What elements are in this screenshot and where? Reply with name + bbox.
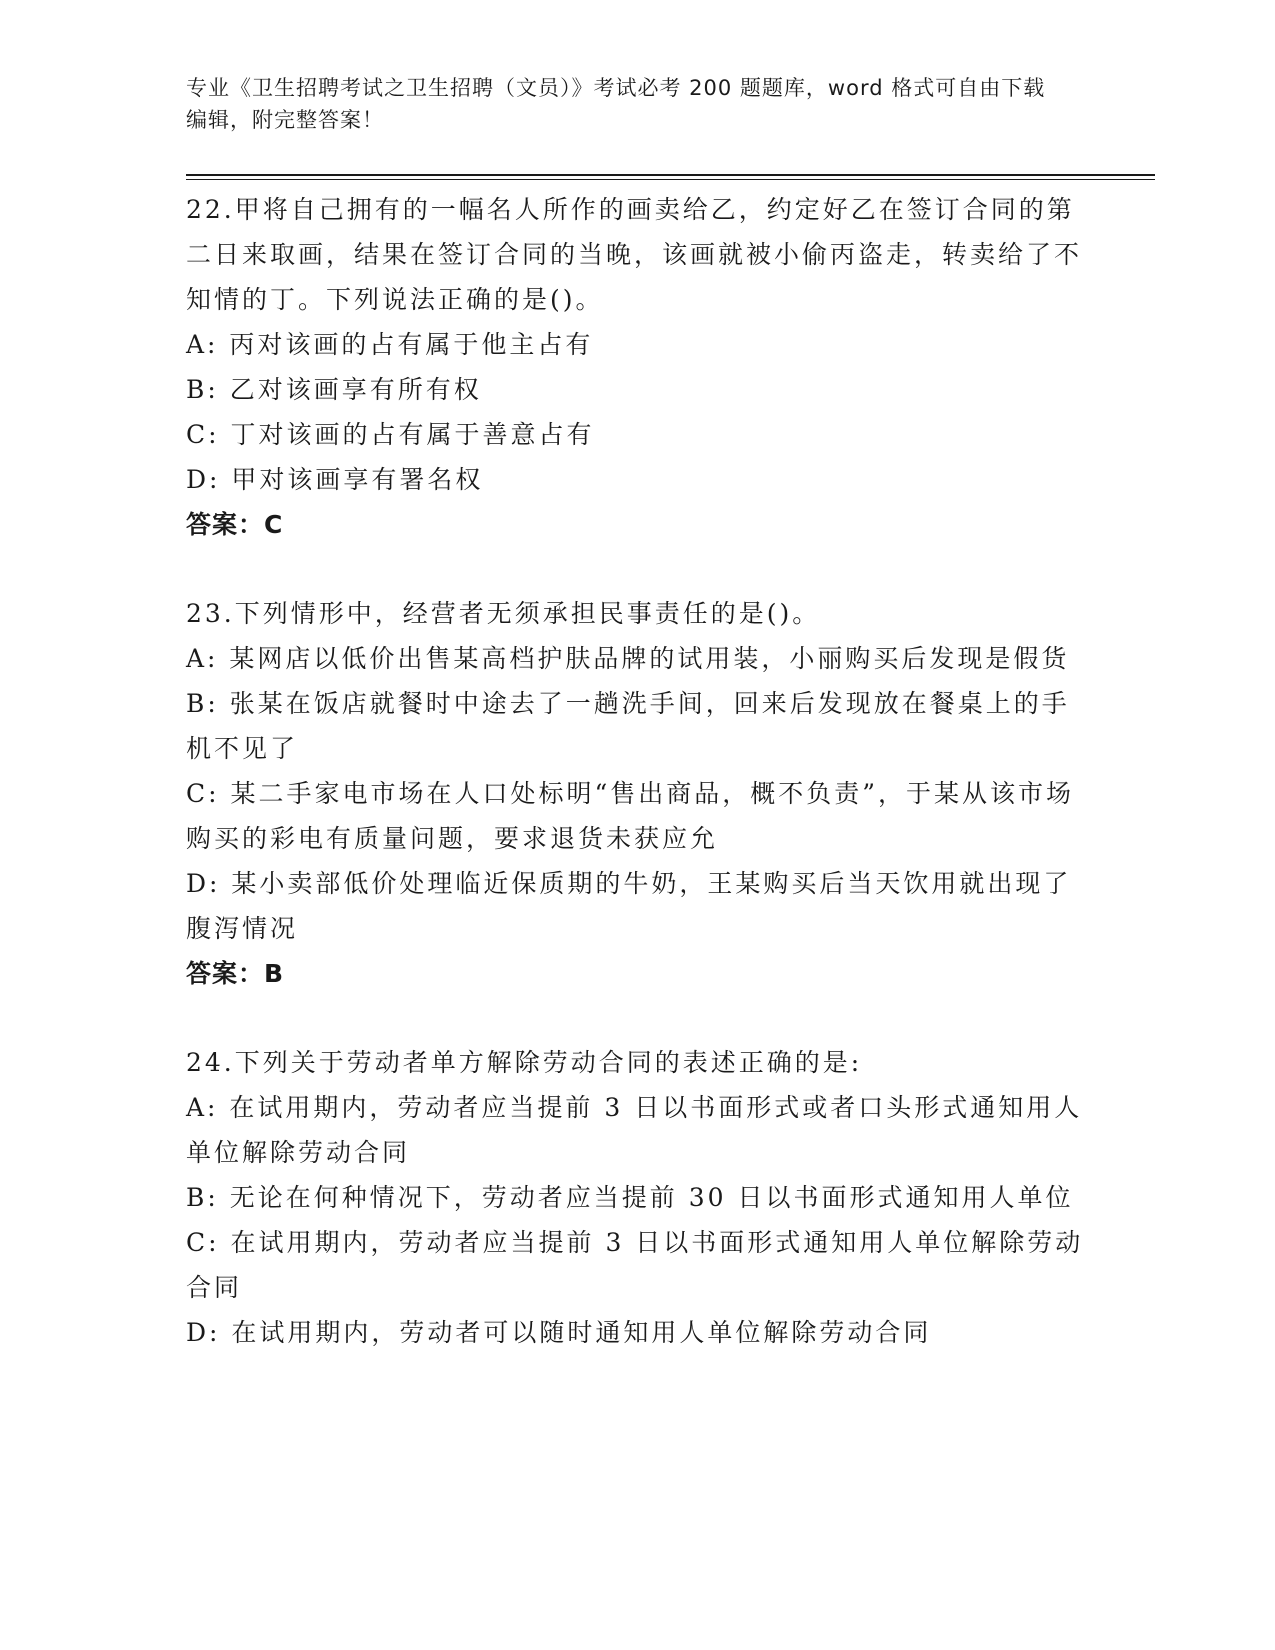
question-stem: 23.下列情形中，经营者无须承担民事责任的是()。 (186, 599, 821, 628)
question-22 (186, 187, 1086, 547)
question-stem: 24.下列关于劳动者单方解除劳动合同的表述正确的是: (186, 1048, 863, 1077)
option-b: B: 无论在何种情况下，劳动者应当提前 30 日以书面形式通知用人单位 (186, 1183, 1074, 1212)
option-c: C: 在试用期内，劳动者应当提前 3 日以书面形式通知用人单位解除劳动合同 (186, 1228, 1084, 1302)
option-c: C: 丁对该画的占有属于善意占有 (186, 420, 595, 449)
page-header: 专业《卫生招聘考试之卫生招聘（文员）》考试必考 200 题题库，word 格式可自由下载编辑，附完整答案！ (186, 76, 1046, 132)
option-b: B: 张某在饭店就餐时中途去了一趟洗手间，回来后发现放在餐桌上的手机不见了 (186, 689, 1070, 763)
option-d: D: 某小卖部低价处理临近保质期的牛奶，王某购买后当天饮用就出现了腹泻情况 (186, 869, 1072, 943)
option-d: D: 在试用期内，劳动者可以随时通知用人单位解除劳动合同 (186, 1318, 932, 1347)
answer-text: 答案：C (186, 510, 284, 539)
question-stem: 22.甲将自己拥有的一幅名人所作的画卖给乙，约定好乙在签订合同的第二日来取画，结果在签订合同的当晚，该画就被小偷丙盗走，转卖给了不知情的丁。下列说法正确的是()。 (186, 195, 1083, 314)
option-d: D: 甲对该画享有署名权 (186, 465, 484, 494)
option-a: A: 丙对该画的占有属于他主占有 (186, 330, 594, 359)
option-c: C: 某二手家电市场在人口处标明“售出商品，概不负责”，于某从该市场购买的彩电有质量问题，要求退货未获应允 (186, 779, 1075, 853)
header-divider (186, 174, 1155, 180)
option-b: B: 乙对该画享有所有权 (186, 375, 482, 404)
option-a: A: 某网店以低价出售某高档护肤品牌的试用装，小丽购买后发现是假货 (186, 644, 1070, 673)
option-a: A: 在试用期内，劳动者应当提前 3 日以书面形式或者口头形式通知用人单位解除劳动合同 (186, 1093, 1083, 1167)
question-23 (186, 591, 1086, 996)
question-24 (186, 1040, 1086, 1355)
answer-text: 答案：B (186, 959, 285, 988)
question-list (186, 187, 1086, 1399)
